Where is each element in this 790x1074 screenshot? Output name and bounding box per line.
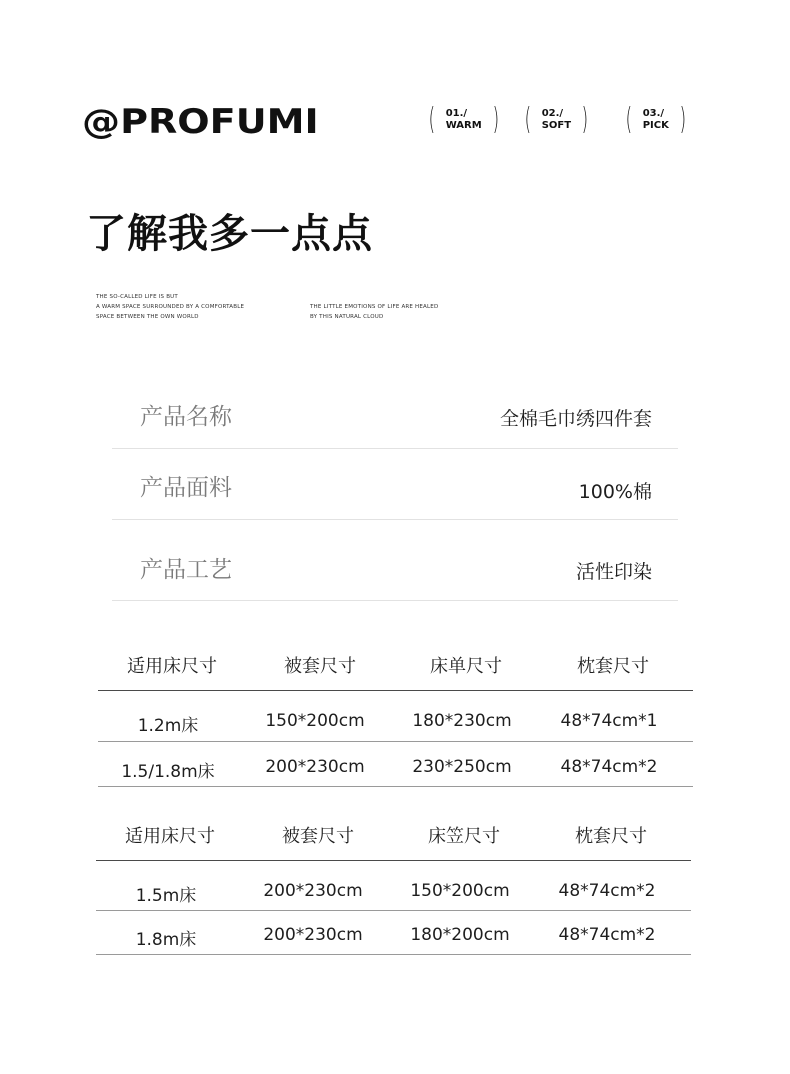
table-cell: 48*74cm*2 xyxy=(560,757,658,777)
table-header-cell: 枕套尺寸 xyxy=(577,656,649,677)
table-cell: 180*200cm xyxy=(410,925,510,945)
tab-pick[interactable] xyxy=(623,104,689,136)
tagline-right xyxy=(310,302,438,322)
tab-label: WARM xyxy=(445,120,482,131)
table-header-cell: 适用床尺寸 xyxy=(127,656,217,677)
table-divider xyxy=(98,741,693,742)
table-cell: 180*230cm xyxy=(412,711,512,731)
left-paren-icon: ( xyxy=(625,102,633,137)
tab-label: SOFT xyxy=(541,120,572,131)
tab-warm[interactable] xyxy=(426,104,501,136)
tab-soft[interactable] xyxy=(522,104,591,136)
table-header-cell: 适用床尺寸 xyxy=(125,826,215,847)
table-header-cell: 床单尺寸 xyxy=(430,656,502,677)
table-divider xyxy=(98,690,693,691)
table-cell: 200*230cm xyxy=(263,881,363,901)
info-value: 活性印染 xyxy=(575,561,652,583)
table-cell: 150*200cm xyxy=(265,711,365,731)
tagline-line: BY THIS NATURAL CLOUD xyxy=(310,314,384,320)
table-cell: 1.8m床 xyxy=(135,930,197,950)
table-cell: 1.5m床 xyxy=(135,886,197,906)
tagline-line: A WARM SPACE SURROUNDED BY A COMFORTABLE xyxy=(96,304,245,310)
tab-label: PICK xyxy=(642,120,669,131)
size-table-sheet xyxy=(98,650,693,790)
table-header-cell: 被套尺寸 xyxy=(282,826,354,847)
info-row-craft xyxy=(112,520,678,601)
left-paren-icon: ( xyxy=(428,102,436,137)
table-cell: 230*250cm xyxy=(412,757,512,777)
left-paren-icon: ( xyxy=(524,102,532,137)
right-paren-icon: ) xyxy=(581,102,589,137)
tab-number: 01./ xyxy=(445,108,468,119)
size-table-fitted xyxy=(96,820,691,960)
right-paren-icon: ) xyxy=(492,102,499,137)
table-cell: 150*200cm xyxy=(410,881,510,901)
info-value: 100%棉 xyxy=(578,481,652,503)
right-paren-icon: ) xyxy=(679,102,686,137)
table-header-cell: 枕套尺寸 xyxy=(575,826,647,847)
table-header-cell: 被套尺寸 xyxy=(284,656,356,677)
table-divider xyxy=(98,786,693,787)
table-cell: 200*230cm xyxy=(263,925,363,945)
table-cell: 48*74cm*1 xyxy=(560,711,658,731)
table-cell: 200*230cm xyxy=(265,757,365,777)
info-row-fabric xyxy=(112,449,678,520)
tagline-left xyxy=(96,292,244,322)
table-divider xyxy=(96,954,691,955)
tab-number: 02./ xyxy=(541,108,564,119)
table-cell: 1.2m床 xyxy=(137,716,199,736)
brand-logo: @PROFUMI xyxy=(82,102,319,142)
table-header-cell: 床笠尺寸 xyxy=(428,826,500,847)
info-key: 产品面料 xyxy=(140,475,232,501)
info-key: 产品名称 xyxy=(140,404,232,430)
info-key: 产品工艺 xyxy=(140,557,232,583)
table-divider xyxy=(96,860,691,861)
page-title: 了解我多一点点 xyxy=(86,211,373,257)
info-value: 全棉毛巾绣四件套 xyxy=(499,408,652,430)
table-cell: 48*74cm*2 xyxy=(558,925,656,945)
tagline-line: THE LITTLE EMOTIONS OF LIFE ARE HEALED xyxy=(310,304,439,310)
table-divider xyxy=(96,910,691,911)
tab-number: 03./ xyxy=(642,108,665,119)
tagline-line: THE SO-CALLED LIFE IS BUT xyxy=(96,294,178,300)
table-cell: 1.5/1.8m床 xyxy=(121,762,215,782)
info-row-name xyxy=(112,376,678,449)
tagline-line: SPACE BETWEEN THE OWN WORLD xyxy=(96,314,199,320)
table-cell: 48*74cm*2 xyxy=(558,881,656,901)
